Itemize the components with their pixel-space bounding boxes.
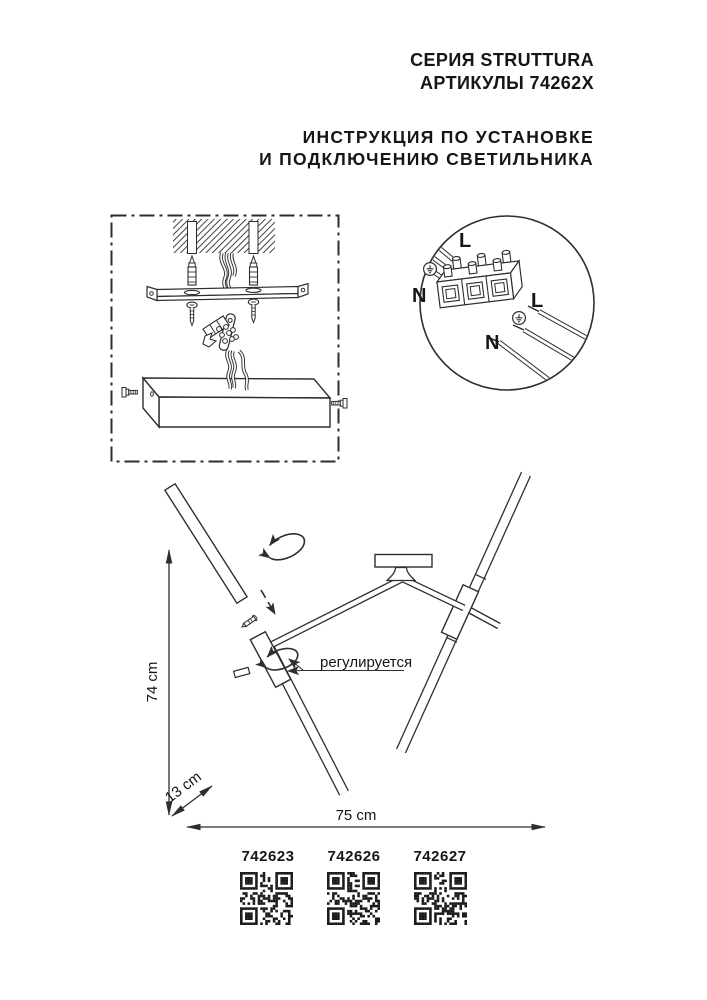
luminaire-base-box [143,378,330,427]
width-dimension-label: 75 cm [335,807,377,824]
mounting-exploded-diagram [112,216,348,462]
wiring-detail-circle [383,212,614,401]
suspension-plate-and-terminal [203,313,238,351]
qr-code-article-2 [327,872,380,925]
ceiling-hatch-block [173,219,275,254]
earth-ground-icon-right [513,312,526,325]
wall-anchor-right [250,256,258,285]
ceiling-canopy [375,555,432,568]
live-label-left: L [459,230,472,252]
dimension-lines [169,550,545,827]
right-lamp-assembly [401,474,526,751]
live-label-right: L [531,290,544,312]
neutral-label-right: N [485,332,500,354]
article-number-3: 742627 [413,848,467,865]
series-title: СЕРИЯ STRUTTURA [410,50,594,70]
adjustable-label: регулируется [320,654,413,671]
small-screw [240,615,258,630]
adjustable-callout [288,654,412,671]
instruction-title-line1: ИНСТРУКЦИЯ ПО УСТАНОВКЕ [302,127,594,147]
mains-wires-from-ceiling [221,253,235,292]
articles-title: АРТИКУЛЫ 74262X [420,73,594,93]
fixture-dimension-drawing [144,474,545,827]
height-dimension-label: 74 cm [144,661,161,703]
side-screw-right [332,399,347,409]
adjust-knob-pin [234,667,250,677]
detached-tube [165,484,247,603]
earth-ground-icon-left [424,263,437,276]
instruction-title-line2: И ПОДКЛЮЧЕНИЮ СВЕТИЛЬНИКА [259,149,594,169]
canopy-stem [387,568,415,581]
mounting-screw-left [187,302,197,325]
article-number-2: 742626 [327,848,381,865]
rotation-arrow-tube [264,529,308,565]
insert-direction-arrow [261,590,275,614]
article-number-1: 742623 [241,848,295,865]
canopy-and-arms [264,555,464,649]
wall-anchor-left [188,256,196,285]
offset-dimension-label: 13 cm [161,768,205,807]
neutral-label-left: N [412,285,427,307]
side-screw-left [122,388,137,398]
left-lamp-assembly [165,484,344,793]
qr-code-article-1 [240,872,293,925]
qr-code-article-3 [414,872,467,925]
mounting-screw-right [248,299,258,322]
